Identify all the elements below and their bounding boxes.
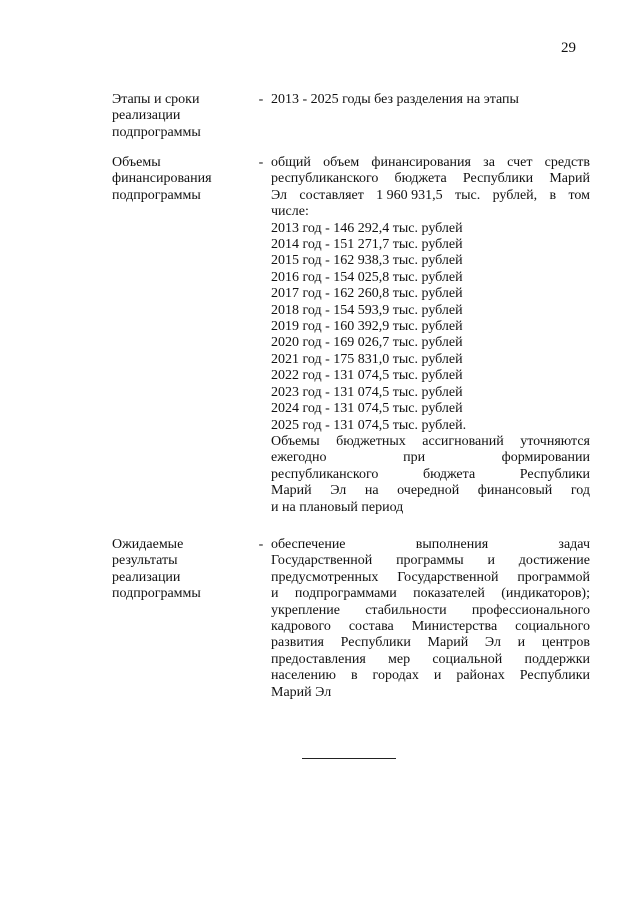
funding-intro-word: финансирования [371, 155, 471, 170]
stages-label-word-2: и [153, 92, 162, 107]
stages-label-line-3: подпрограммы [112, 124, 201, 140]
funding-label [112, 155, 252, 204]
funding-intro-word: средств [544, 155, 590, 170]
funding-intro-word: 1 960 931,5 [376, 187, 443, 203]
funding-year-item: 2013 год - 146 292,4 тыс. рублей [271, 220, 463, 236]
stages-label-line-2: реализации [112, 108, 181, 124]
results-word: Республики [519, 668, 590, 684]
funding-note-word: Объемы [271, 433, 320, 449]
funding-intro-word: в [549, 187, 557, 203]
results-line [271, 668, 590, 684]
funding-year-item: 2023 год - 131 074,5 тыс. рублей [271, 384, 463, 400]
funding-year-item: 2016 год - 154 025,8 тыс. рублей [271, 269, 463, 285]
funding-intro-line [271, 188, 590, 204]
funding-year-item: 2020 год - 169 026,7 тыс. рублей [271, 335, 463, 351]
funding-note-line [271, 434, 590, 450]
funding-note-line [271, 483, 590, 499]
funding-intro-word: счет [507, 155, 533, 170]
funding-dash: - [258, 155, 264, 170]
results-word: программой [517, 569, 590, 585]
funding-year-item: 2018 год - 154 593,9 тыс. рублей [271, 302, 463, 318]
results-word: районах [456, 668, 505, 684]
funding-note-word: Республики [519, 466, 590, 482]
funding-note-word: Марий [271, 483, 312, 499]
funding-intro-line: числе: [271, 204, 309, 220]
funding-year-item: 2019 год - 160 392,9 тыс. рублей [271, 319, 463, 335]
funding-content [271, 155, 590, 516]
results-word: и [487, 553, 495, 569]
results-lines [271, 537, 590, 701]
funding-intro-word: Республики [462, 171, 534, 187]
results-word: Государственной [397, 569, 499, 585]
funding-intro-line [271, 155, 590, 171]
funding-note-line: и на плановый период [271, 499, 404, 515]
results-word: развития [271, 635, 324, 651]
results-word: предусмотренных [271, 569, 379, 585]
funding-year-item: 2017 год - 162 260,8 тыс. рублей [271, 286, 463, 302]
results-line [271, 635, 590, 651]
funding-note-line [271, 467, 590, 483]
funding-note-word: очередной [397, 483, 460, 499]
results-word: программы [396, 553, 464, 569]
results-content [271, 537, 590, 701]
results-label-line-4: подпрограммы [112, 586, 201, 602]
results-word: Республики [340, 635, 411, 651]
results-word: городах [372, 668, 419, 684]
stages-label-word-3: сроки [164, 92, 200, 107]
funding-intro-line [271, 171, 590, 187]
funding-note-word: формировании [501, 450, 590, 466]
results-label-line-1: Ожидаемые [112, 537, 184, 552]
results-word: и [271, 586, 279, 602]
stages-label-line-1 [112, 92, 240, 108]
funding-note-word: бюджетных [336, 433, 406, 449]
funding-note-word: финансовый [477, 483, 553, 499]
results-line [271, 619, 590, 635]
results-word: и [433, 668, 442, 684]
results-line [271, 586, 590, 602]
results-word: Марий [427, 635, 469, 651]
results-word: выполнения [415, 537, 489, 552]
stages-value [271, 92, 590, 108]
results-line [271, 603, 590, 619]
funding-intro-word: тыс. [455, 187, 481, 203]
funding-intro-word: том [568, 187, 590, 203]
funding-note-line [271, 450, 590, 466]
results-word: мер [388, 651, 411, 667]
funding-note-word: уточняются [520, 433, 590, 449]
funding-intro-word: за [483, 155, 495, 170]
funding-intro-word: составляет [299, 187, 364, 203]
results-word: состава [348, 619, 394, 635]
results-dash: - [258, 537, 264, 552]
funding-intro-word: рублей, [492, 187, 538, 203]
results-line [271, 652, 590, 668]
results-word: социальной [432, 651, 503, 667]
results-word: укрепление [271, 602, 340, 618]
funding-note-word: ассигнований [422, 433, 504, 449]
results-word: и [517, 635, 526, 651]
funding-year-item: 2022 год - 131 074,5 тыс. рублей [271, 368, 463, 384]
funding-note [271, 434, 590, 516]
closing-rule [302, 758, 396, 759]
funding-intro-word: общий [271, 155, 311, 170]
results-word: профессионального [471, 602, 590, 618]
results-word: предоставления [271, 651, 366, 667]
funding-note-word: на [364, 483, 379, 499]
funding-year-item: 2025 год - 131 074,5 тыс. рублей. [271, 417, 467, 433]
stages-label [112, 92, 252, 141]
funding-year-item: 2015 год - 162 938,3 тыс. рублей [271, 253, 463, 269]
funding-intro-word: бюджета [394, 171, 447, 187]
results-word: Эл [484, 635, 501, 651]
stages-label-word-1: Этапы [112, 92, 151, 107]
funding-year-item: 2024 год - 131 074,5 тыс. рублей [271, 401, 463, 417]
page-number: 29 [561, 40, 576, 56]
results-line [271, 537, 590, 553]
stages-dash: - [258, 92, 264, 107]
results-word: населению [271, 668, 336, 684]
results-word: Министерства [411, 619, 498, 635]
funding-year-list [271, 221, 590, 434]
results-line [271, 570, 590, 586]
funding-note-word: республиканского [271, 466, 379, 482]
funding-intro-word: Эл [271, 187, 288, 203]
funding-label-line-3: подпрограммы [112, 187, 201, 203]
results-word: задач [558, 537, 590, 552]
funding-intro [271, 155, 590, 221]
results-word: поддержки [524, 651, 590, 667]
funding-intro-word: Марий [549, 171, 590, 187]
results-word: социального [515, 619, 590, 635]
results-word: достижение [518, 553, 590, 569]
funding-label-line-2: финансирования [112, 171, 212, 187]
results-word: в [350, 668, 358, 684]
funding-intro-word: республиканского [271, 171, 379, 187]
funding-note-word: год [570, 483, 590, 499]
results-word: Государственной [271, 553, 373, 569]
results-word: стабильности [365, 602, 447, 618]
results-word: (индикаторов); [501, 586, 590, 602]
stages-value-text: 2013 - 2025 годы без разделения на этапы [271, 92, 519, 107]
results-label [112, 537, 252, 603]
results-line [271, 553, 590, 569]
results-label-line-3: реализации [112, 569, 181, 585]
funding-note-word: Эл [330, 483, 347, 499]
funding-year-item: 2021 год - 175 831,0 тыс. рублей [271, 351, 463, 367]
results-line: Марий Эл [271, 684, 332, 700]
funding-note-word: при [403, 450, 426, 466]
funding-note-word: ежегодно [271, 450, 327, 466]
results-word: кадрового [271, 619, 331, 635]
funding-year-item: 2014 год - 151 271,7 тыс. рублей [271, 237, 463, 253]
funding-intro-word: объем [323, 155, 360, 170]
results-word: обеспечение [271, 537, 346, 552]
results-word: подпрограммами [294, 586, 397, 602]
results-label-line-2: результаты [112, 553, 178, 569]
funding-label-line-1: Объемы [112, 155, 161, 170]
funding-note-word: бюджета [422, 466, 476, 482]
results-word: центров [541, 635, 590, 651]
results-word: показателей [413, 586, 485, 602]
